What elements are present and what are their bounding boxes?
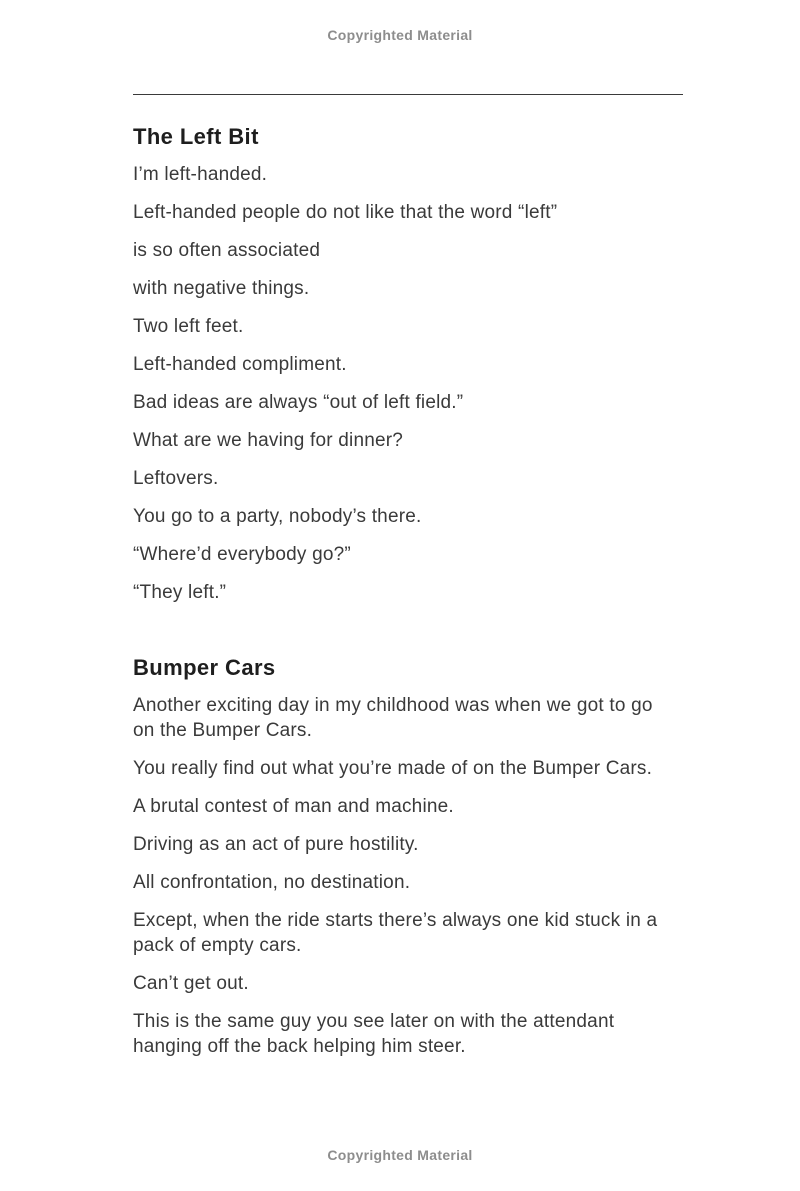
poem-paragraph	[133, 794, 683, 819]
poem-line: Left-handed compliment.	[133, 354, 347, 375]
poem-line: Driving as an act of pure hostility.	[133, 834, 419, 855]
poem-line: Can’t get out.	[133, 973, 249, 994]
copyright-notice-bottom: Copyrighted Material	[327, 1147, 473, 1163]
poem-line: Except, when the ride starts there’s always one kid stuck in a	[133, 910, 658, 931]
poem-line: I’m left-handed.	[133, 164, 268, 185]
poem-paragraph	[133, 466, 683, 491]
poem-line: pack of empty cars.	[133, 935, 302, 956]
poem-line: This is the same guy you see later on with the attendant	[133, 1011, 615, 1032]
poem-line: Leftovers.	[133, 468, 219, 489]
poem-paragraph	[133, 162, 683, 187]
poem-line: You really find out what you’re made of on the Bumper Cars.	[133, 758, 653, 779]
poem-paragraph	[133, 756, 683, 781]
poem-line: “Where’d everybody go?”	[133, 544, 351, 565]
poem-line: Left-handed people do not like that the word “left”	[133, 202, 558, 223]
section-divider-rule	[133, 94, 683, 95]
poem-paragraph	[133, 971, 683, 996]
poem-paragraph	[133, 870, 683, 895]
poem-paragraph	[133, 352, 683, 377]
poem-paragraph	[133, 200, 683, 225]
poem-line: All confrontation, no destination.	[133, 872, 411, 893]
poem-line: What are we having for dinner?	[133, 430, 404, 451]
poem-paragraph	[133, 238, 683, 263]
poem-line: A brutal contest of man and machine.	[133, 796, 454, 817]
section-title: The Left Bit	[133, 124, 259, 149]
poem-paragraph	[133, 542, 683, 567]
poem-paragraph	[133, 276, 683, 301]
poem-line: with negative things.	[133, 278, 310, 299]
poem-line: is so often associated	[133, 240, 321, 261]
poem-paragraph	[133, 580, 683, 605]
section-bumper-cars	[133, 655, 683, 1059]
poem-paragraph	[133, 1009, 683, 1059]
poem-line: “They left.”	[133, 582, 227, 603]
poem-line: on the Bumper Cars.	[133, 720, 313, 741]
poem-paragraph	[133, 390, 683, 415]
poem-paragraph	[133, 314, 683, 339]
poem-paragraph	[133, 832, 683, 857]
poem-paragraph	[133, 504, 683, 529]
poem-line: You go to a party, nobody’s there.	[133, 506, 422, 527]
poem-paragraph	[133, 428, 683, 453]
poem-line: Two left feet.	[133, 316, 244, 337]
section-title: Bumper Cars	[133, 655, 276, 680]
page-content	[133, 94, 683, 1059]
poem-line: Bad ideas are always “out of left field.”	[133, 392, 464, 413]
poem-line: Another exciting day in my childhood was when we got to go	[133, 695, 653, 716]
poem-line: hanging off the back helping him steer.	[133, 1036, 466, 1057]
copyright-notice-top: Copyrighted Material	[327, 27, 473, 43]
section-the-left-bit	[133, 124, 683, 605]
poem-paragraph	[133, 693, 683, 743]
poem-paragraph	[133, 908, 683, 958]
